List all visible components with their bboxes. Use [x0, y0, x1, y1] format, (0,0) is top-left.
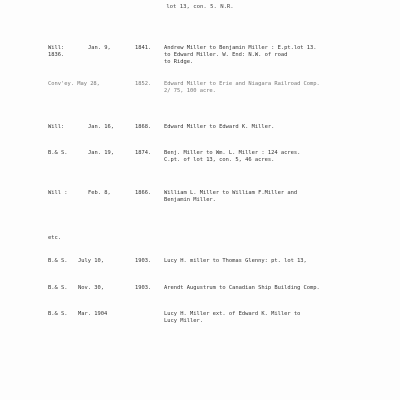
entry-line: Lucy Miller.: [164, 318, 203, 324]
entry-line: Arendt Augustrum to Canadian Ship Building Comp.: [164, 285, 320, 291]
entry-line: Edward Miller to Erie and Niagara Railroad Comp.: [164, 81, 320, 87]
entry-row: [48, 124, 388, 134]
entry-type: Conv'ey. May 28,: [48, 81, 100, 87]
entry-type: B.& S.: [48, 258, 68, 264]
entry-line: C.pt. of lot 13, con. 5, 46 acres.: [164, 157, 275, 163]
entry-line: Lucy H. miller to Thomas Glenny: pt. lot 13,: [164, 258, 307, 264]
entry-line: to Edward Miller. W. End: N.W. of road: [164, 52, 288, 58]
entry-date: Jan. 16,: [88, 124, 114, 130]
entry-row: [48, 258, 388, 268]
entry-date: Jan. 9,: [88, 45, 111, 51]
etc-note: etc.: [48, 235, 61, 241]
entry-line: Lucy H. Miller ext. of Edward K. Miller to: [164, 311, 301, 317]
entry-row: [48, 81, 388, 101]
entry-line: to Ridge.: [164, 59, 194, 65]
document-header: lot 13, con. 5. N.R.: [166, 4, 234, 10]
entry-extra: 1836.: [48, 52, 65, 58]
entry-year: 1852.: [135, 81, 152, 87]
entry-row: [48, 311, 388, 331]
entry-type: B.& S.: [48, 311, 68, 317]
entry-row: [48, 190, 388, 210]
entry-date: July 10,: [78, 258, 104, 264]
entry-row: [48, 150, 388, 170]
entry-year: 1903.: [135, 258, 152, 264]
entry-year: 1868.: [135, 124, 152, 130]
entry-type: B.& S.: [48, 150, 68, 156]
entry-type: Will :: [48, 190, 68, 196]
entry-type: Will:: [48, 45, 65, 51]
entry-line: 2/ 75, 100 acre.: [164, 88, 216, 94]
entry-line: Andrew Miller to Benjamin Miller : E.pt.lot 13.: [164, 45, 317, 51]
entry-date: Mar. 1904: [78, 311, 108, 317]
entry-line: Benj. Miller to Wm. L. Miller : 124 acres.: [164, 150, 301, 156]
entry-line: William L. Miller to William F.Miller and: [164, 190, 298, 196]
entry-year: 1866.: [135, 190, 152, 196]
entry-line: Benjamin Miller.: [164, 197, 216, 203]
entry-row: [48, 285, 388, 295]
entry-year: 1841.: [135, 45, 152, 51]
entry-type: Will:: [48, 124, 65, 130]
entry-year: 1903.: [135, 285, 152, 291]
entry-year: 1874.: [135, 150, 152, 156]
entry-date: Nov. 30,: [78, 285, 104, 291]
entry-date: Feb. 8,: [88, 190, 111, 196]
entry-date: Jan. 19,: [88, 150, 114, 156]
entry-row: [48, 45, 388, 75]
entry-line: Edward Miller to Edward K. Miller.: [164, 124, 275, 130]
entry-type: B.& S.: [48, 285, 68, 291]
